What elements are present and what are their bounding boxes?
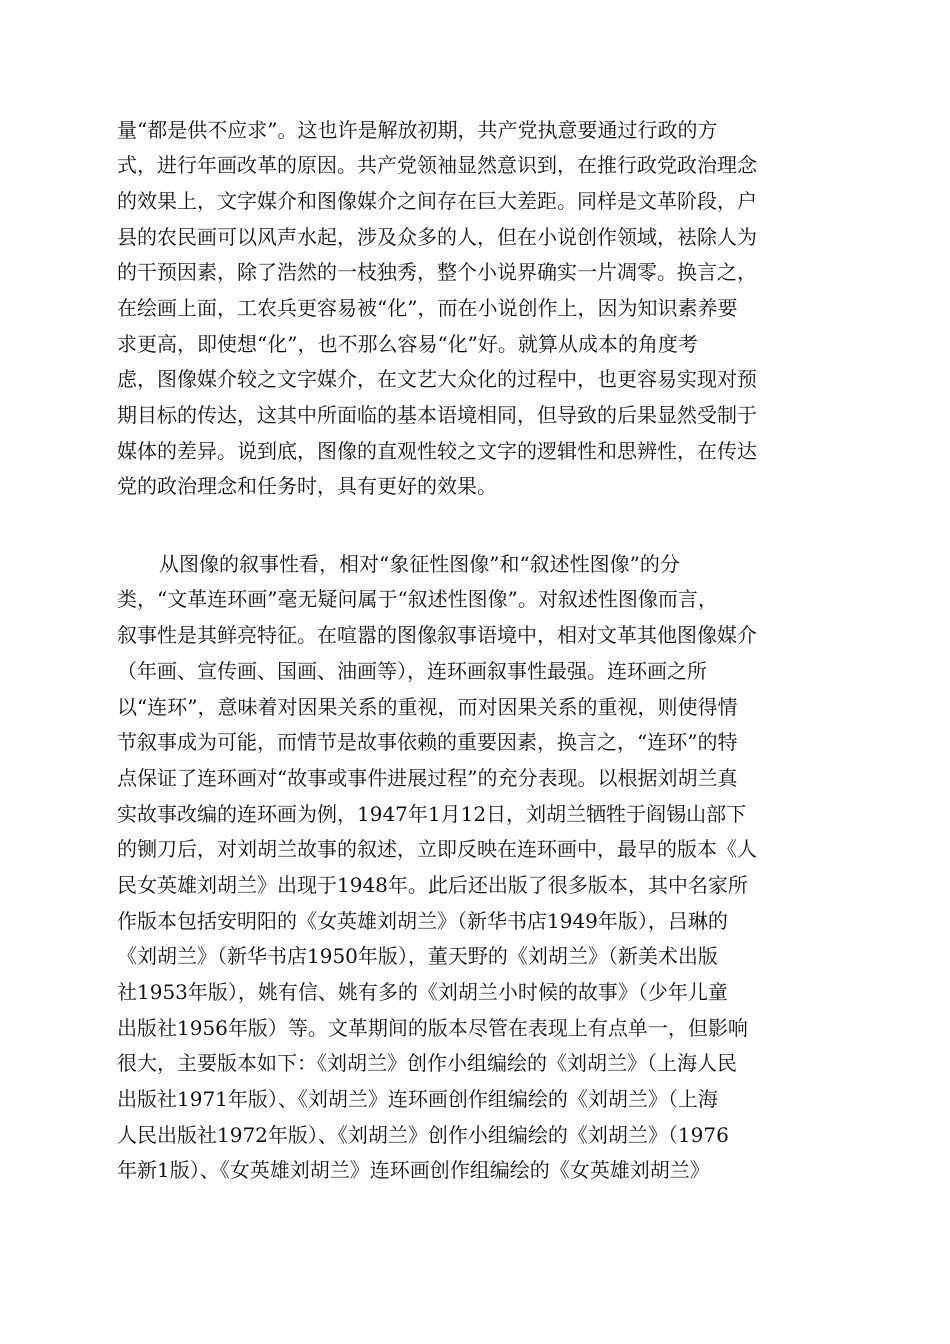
text-line: 节叙事成为可能，而情节是故事依赖的重要因素，换言之，“连环”的特: [117, 730, 738, 754]
text-line: 出版社1956年版）等。文革期间的版本尽管在表现上有点单一，但影响: [117, 1016, 748, 1040]
text-line: 的干预因素，除了浩然的一枝独秀，整个小说界确实一片凋零。换言之，: [117, 260, 757, 284]
text-line: 的效果上，文字媒介和图像媒介之间存在巨大差距。同样是文革阶段，户: [117, 189, 757, 213]
text-line: 虑，图像媒介较之文字媒介，在文艺大众化的过程中，也更容易实现对预: [117, 367, 757, 391]
text-line: 以“连环”，意味着对因果关系的重视，而对因果关系的重视，则使得情: [117, 695, 738, 719]
text-line: 期目标的传达，这其中所面临的基本语境相同，但导致的后果显然受制于: [117, 403, 757, 427]
text-line: 式，进行年画改革的原因。共产党领袖显然意识到，在推行政党政治理念: [117, 153, 757, 177]
text-line: 量“都是供不应求”。这也许是解放初期，共产党执意要通过行政的方: [117, 118, 718, 142]
text-line: 在绘画上面，工农兵更容易被“化”，而在小说创作上，因为知识素养要: [117, 296, 738, 320]
text-line: 作版本包括安明阳的《女英雄刘胡兰》（新华书店1949年版），吕琳的: [117, 909, 728, 933]
text-line: 实故事改编的连环画为例，1947年1月12日，刘胡兰牺牲于阎锡山部下: [117, 802, 747, 826]
text-line: 年新1版）、《女英雄刘胡兰》连环画创作组编绘的《女英雄刘胡兰》: [117, 1158, 710, 1182]
text-line: 叙事性是其鲜亮特征。在喧嚣的图像叙事语境中，相对文革其他图像媒介: [117, 623, 757, 647]
text-line: 的铡刀后，对刘胡兰故事的叙述，立即反映在连环画中，最早的版本《人: [117, 837, 757, 861]
text-line: 从图像的叙事性看，相对“象征性图像”和“叙述性图像”的分: [159, 552, 680, 576]
text-line: 民女英雄刘胡兰》出现于1948年。此后还出版了很多版本，其中名家所: [117, 873, 748, 897]
text-line: （年画、宣传画、国画、油画等），连环画叙事性最强。连环画之所: [117, 659, 707, 683]
text-line: 求更高，即使想“化”，也不那么容易“化”好。就算从成本的角度考: [117, 332, 698, 356]
text-line: 媒体的差异。说到底，图像的直观性较之文字的逻辑性和思辨性，在传达: [117, 439, 757, 463]
text-line: 县的农民画可以风声水起，涉及众多的人，但在小说创作领域，袪除人为: [117, 225, 757, 249]
text-line: 出版社1971年版）、《刘胡兰》连环画创作组编绘的《刘胡兰》（上海: [117, 1087, 718, 1111]
text-line: 类，“文革连环画”毫无疑问属于“叙述性图像”。对叙述性图像而言，: [117, 587, 718, 611]
text-line: 社1953年版），姚有信、姚有多的《刘胡兰小时候的故事》（少年儿童: [117, 980, 728, 1004]
text-line: 《刘胡兰》（新华书店1950年版），董天野的《刘胡兰》（新美术出版: [117, 944, 718, 968]
text-line: 党的政治理念和任务时，具有更好的效果。: [117, 474, 497, 498]
text-line: 点保证了连环画对“故事或事件进展过程”的充分表现。以根据刘胡兰真: [117, 766, 738, 790]
text-line: 很大，主要版本如下：《刘胡兰》创作小组编绘的《刘胡兰》（上海人民: [117, 1051, 737, 1075]
text-line: 人民出版社1972年版）、《刘胡兰》创作小组编绘的《刘胡兰》（1976: [117, 1123, 729, 1147]
